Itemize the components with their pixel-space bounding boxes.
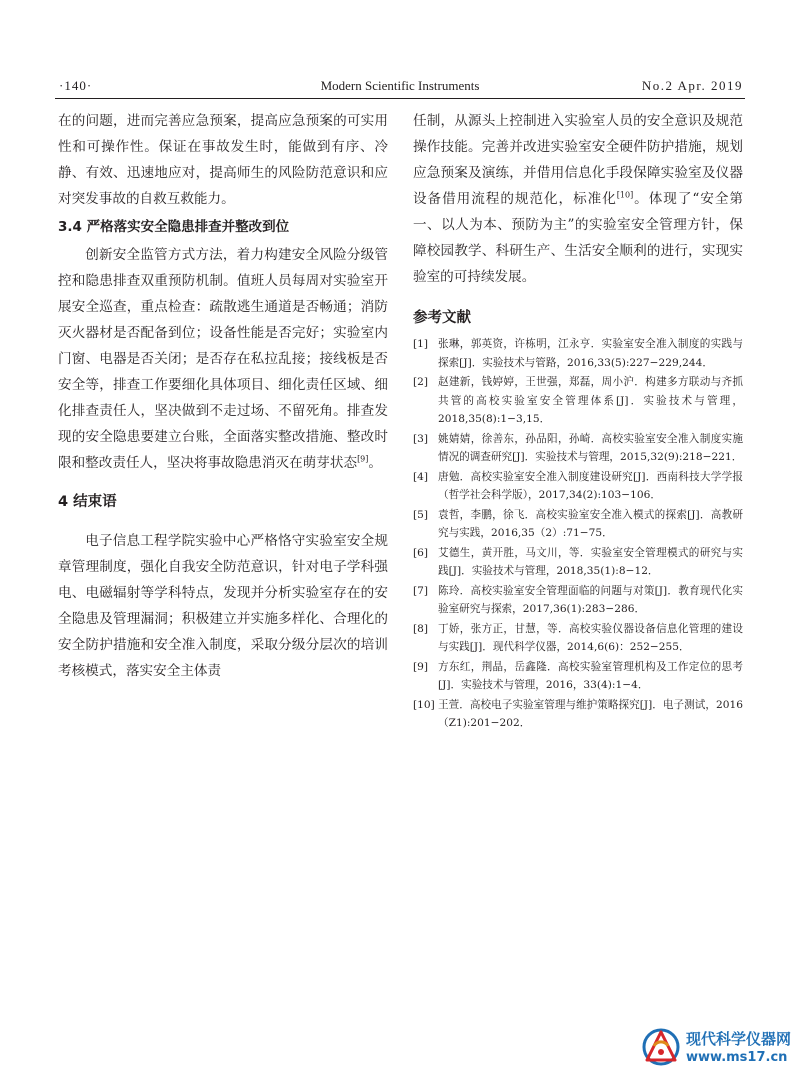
section-heading-4: 4 结束语 <box>58 494 117 510</box>
reference-text: 王萱．高校电子实验室管理与维护策略探究[J]．电子测试，2016（Z1):201−202． <box>438 698 743 729</box>
reference-number: [1] <box>413 338 429 350</box>
reference-text: 方东红，荆晶，岳鑫隆．高校实验室管理机构及工作定位的思考[J]．实验技术与管理，2016，33(4):1−4． <box>438 660 743 691</box>
page-number: ·140· <box>59 78 93 93</box>
reference-text: 赵建新，钱婷婷，王世强，郑磊，周小沪．构建多方联动与齐抓共管的高校实验室安全管理体系[J]．实验技术与管理，2018,35(8):1−3,15． <box>438 376 743 425</box>
reference-item <box>413 468 743 505</box>
reference-number: [5] <box>413 508 429 521</box>
paragraph-conclusion: 电子信息工程学院实验中心严格恪守实验室安全规章管理制度，强化自我安全防范意识，针对电子学科强电、电磁辐射等学科特点，发现并分析实验室存在的安全隐患及管理漏洞；积极建立并实施多样化、合理化的安全防护措施和安全准入制度，采取分级分层次的培训考核模式，落实安全主体责 <box>58 533 388 679</box>
reference-item <box>413 430 743 467</box>
right-column <box>413 108 743 734</box>
site-watermark <box>640 1020 792 1076</box>
header-rule <box>55 98 745 99</box>
reference-text: 张琳，郭英资，许栋明，江永亨．实验室安全准入制度的实践与探索[J]．实验技术与管路，2016,33(5):227−229,244． <box>438 338 743 369</box>
reference-text: 姚婧婧，徐善东，孙品阳，孙崎．高校实验室安全准入制度实施情况的调查研究[J]．实验技术与管理，2015,32(9):218−221． <box>438 432 743 463</box>
reference-number: [10] <box>413 698 435 711</box>
paragraph-text: 任制，从源头上控制进入实验室人员的安全意识及规范操作技能。完善并改进实验室安全硬件防护措施，规划应急预案及演练，并借用信息化手段保障实验室及仪器设备借用流程的规范化，标准化 <box>413 113 743 207</box>
reference-item <box>413 544 743 581</box>
reference-item <box>413 658 743 695</box>
section-heading-3-4: 3.4 严格落实安全隐患排查并整改到位 <box>58 219 290 235</box>
left-column <box>58 108 388 684</box>
reference-item <box>413 506 743 543</box>
reference-number: [8] <box>413 622 429 635</box>
watermark-url: www.ms17.cn <box>686 1050 788 1065</box>
paragraph-conclusion-continued <box>413 108 743 290</box>
paragraph-text-end: 。体现了“安全第一、以人为本、预防为主”的实验室安全管理方针，保障校园教学、科研生产、生活安全顺利的进行，实现实验室的可持续发展。 <box>413 191 744 285</box>
reference-number: [7] <box>413 584 429 597</box>
citation: [10] <box>616 190 634 200</box>
reference-item <box>413 696 743 733</box>
reference-item <box>413 335 743 372</box>
reference-number: [6] <box>413 546 429 559</box>
references-heading: 参考文献 <box>413 310 471 326</box>
reference-number: [4] <box>413 470 429 483</box>
journal-name: Modern Scientific Instruments <box>320 78 480 93</box>
paragraph-text: 创新安全监管方式方法，着力构建安全风险分级管控和隐患排查双重预防机制。值班人员每周对实验室开展安全巡查，重点检查：疏散逃生通道是否畅通；消防灭火器材是否配备到位；设备性能是否完好；实验室内门窗、电器是否关闭；是否存在私拉乱接；接线板是否安全等，排查工作要细化具体项目、细化责任区域、细化排查责任人，坚决做到不走过场、不留死角。排查发现的安全隐患要建立台账，全面落实整改措施、整改时限和整改责任人，坚决将事故隐患消灭在萌芽状态 <box>58 247 388 471</box>
paragraph-hazard-inspection <box>58 242 388 476</box>
reference-text: 艾德生，黄开胜，马文川，等．实验室安全管理模式的研究与实践[J]．实验技术与管理，2018,35(1):8−12． <box>438 546 743 577</box>
reference-text: 袁哲，李鹏，徐飞．高校实验室安全准入模式的探索[J]．高教研究与实践，2016,35（2）:71−75． <box>438 508 743 539</box>
reference-text: 唐勉．高校实验室安全准入制度建设研究[J]．西南科技大学学报（哲学社会科学版），2017,34(2):103−106． <box>438 470 743 501</box>
running-header <box>55 78 745 98</box>
watermark-text: 现代科学仪器网 <box>686 1030 792 1048</box>
paragraph-continued: 在的问题，进而完善应急预案，提高应急预案的可实用性和可操作性。保证在事故发生时，能做到有序、冷静、有效、迅速地应对，提高师生的风险防范意识和应对突发事故的自救互救能力。 <box>58 113 388 207</box>
reference-item <box>413 620 743 657</box>
watermark-logo-icon <box>640 1026 682 1068</box>
reference-number: [9] <box>413 660 429 673</box>
issue-date: No.2 Apr. 2019 <box>641 78 743 93</box>
references-list <box>413 335 743 733</box>
reference-text: 陈玲．高校实验室安全管理面临的问题与对策[J]．教育现代化实验室研究与探索，2017,36(1):283−286． <box>438 584 743 615</box>
paragraph-end: 。 <box>368 455 382 471</box>
reference-number: [3] <box>413 432 429 445</box>
reference-number: [2] <box>413 376 429 388</box>
reference-item <box>413 373 743 429</box>
reference-text: 丁娇，张方正，甘慧，等．高校实验仪器设备信息化管理的建设与实践[J]．现代科学仪器，2014,6(6)：252−255． <box>438 622 743 653</box>
citation: [9] <box>357 454 369 464</box>
reference-item <box>413 582 743 619</box>
